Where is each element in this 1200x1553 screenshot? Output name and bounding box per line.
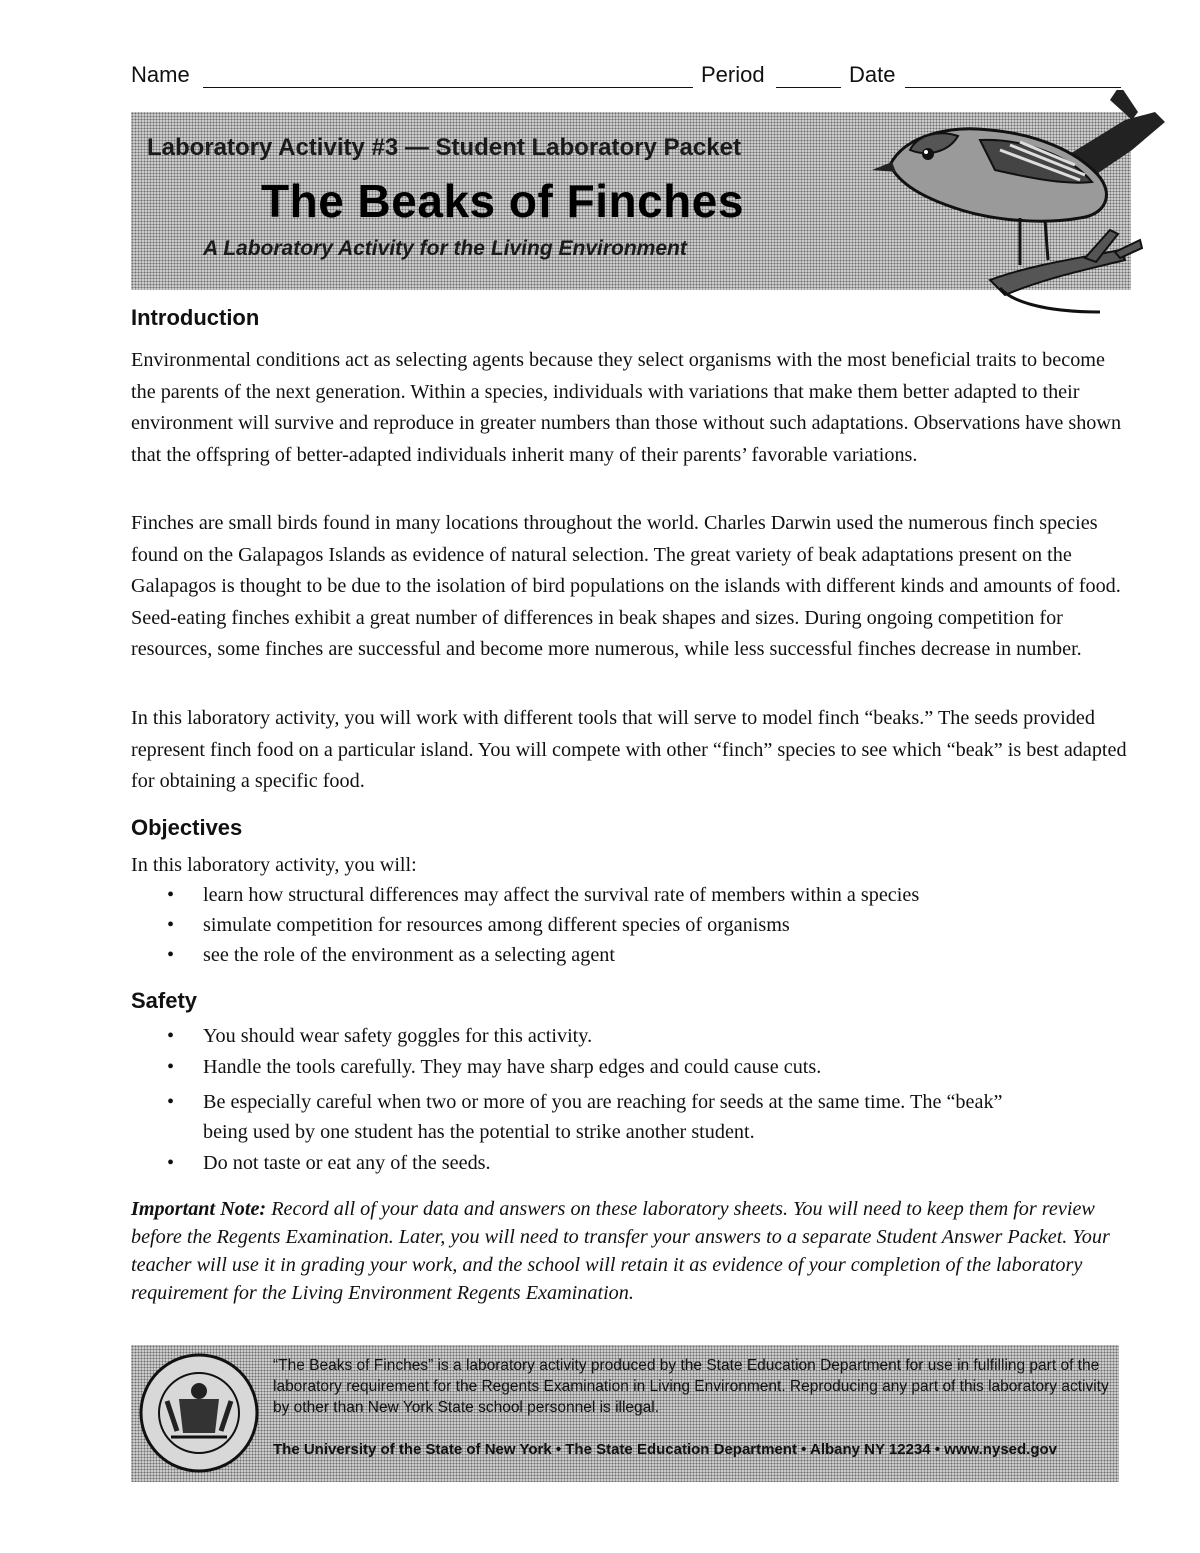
- safety-heading: Safety: [131, 988, 198, 1013]
- intro-paragraph-1: Environmental conditions act as selecting agents because they select organisms with the most beneficial traits to become the parents of the next generation. Within a species, individuals with variations that make them better adapted to their environment will survive and reproduce in greater numbers than those without such adaptations. Observations have shown that the offspring of better-adapted individuals inherit many of their parents’ favorable variations.: [131, 349, 1122, 466]
- objectives-intro: In this laboratory activity, you will:: [131, 854, 417, 876]
- period-label: Period: [701, 62, 765, 87]
- date-field[interactable]: [905, 87, 1121, 88]
- introduction-heading: Introduction: [131, 305, 260, 330]
- list-item: • learn how structural differences may affect the survival rate of members within a species: [167, 884, 920, 906]
- date-label: Date: [849, 62, 896, 87]
- safety-list: [131, 1021, 1131, 1178]
- objectives-heading: Objectives: [131, 815, 243, 840]
- important-note-text: Record all of your data and answers on these laboratory sheets. You will need to keep them for review before the Regents Examination. Later, you will need to transfer your answers to a separate Student Answer Packet. Your teacher will use it in grading your work, and the school will retain it as evidence of your completion of the laboratory requirement for the Living Environment Regents Examination.: [131, 1198, 1110, 1304]
- list-item: • Be especially careful when two or more of you are reaching for seeds at the same time. The “beak” being used by one student has the potential to strike another student.: [167, 1091, 1003, 1143]
- state-seal-icon: [137, 1351, 261, 1475]
- page-subtitle: A Laboratory Activity for the Living Environment: [203, 237, 687, 260]
- list-item: • see the role of the environment as a selecting agent: [167, 944, 616, 966]
- important-note: [131, 1195, 1131, 1307]
- footer-notice: “The Beaks of Finches” is a laboratory activity produced by the State Education Department for use in fulfilling part of the laboratory requirement for the Regents Examination in Living Environment. Reproducing any part of this laboratory activity by other than New York State school personnel is illegal.: [273, 1357, 1109, 1416]
- finch-bird-illustration: [870, 90, 1170, 320]
- list-item: • You should wear safety goggles for this activity.: [167, 1025, 593, 1047]
- footer-address: The University of the State of New York • The State Education Department • Albany NY 12234 • www.nysed.gov: [273, 1441, 1057, 1458]
- activity-kicker: Laboratory Activity #3 — Student Laboratory Packet: [147, 134, 741, 161]
- page-title: The Beaks of Finches: [261, 175, 744, 227]
- footer-banner: [131, 1345, 1119, 1482]
- objectives-list: [131, 880, 1131, 970]
- list-item: • Handle the tools carefully. They may have sharp edges and could cause cuts.: [167, 1056, 822, 1078]
- list-item: • simulate competition for resources among different species of organisms: [167, 914, 790, 936]
- period-field[interactable]: [776, 87, 841, 88]
- header-fields: [131, 62, 1121, 92]
- intro-paragraph-3: In this laboratory activity, you will work with different tools that will serve to model finch “beaks.” The seeds provided represent finch food on a particular island. You will compete with other “finch” species to see which “beak” is best adapted for obtaining a specific food.: [131, 707, 1127, 792]
- name-label: Name: [131, 62, 190, 87]
- intro-paragraph-2: Finches are small birds found in many locations throughout the world. Charles Darwin used the numerous finch species found on the Galapagos Islands as evidence of natural selection. The great variety of beak adaptations present on the Galapagos is thought to be due to the isolation of bird populations on the islands with different kinds and amounts of food. Seed-eating finches exhibit a great number of differences in beak shapes and sizes. During ongoing competition for resources, some finches are successful and become more numerous, while less successful finches decrease in number.: [131, 512, 1121, 660]
- important-note-label: Important Note:: [131, 1198, 267, 1220]
- list-item: • Do not taste or eat any of the seeds.: [167, 1152, 491, 1174]
- name-field[interactable]: [203, 87, 693, 88]
